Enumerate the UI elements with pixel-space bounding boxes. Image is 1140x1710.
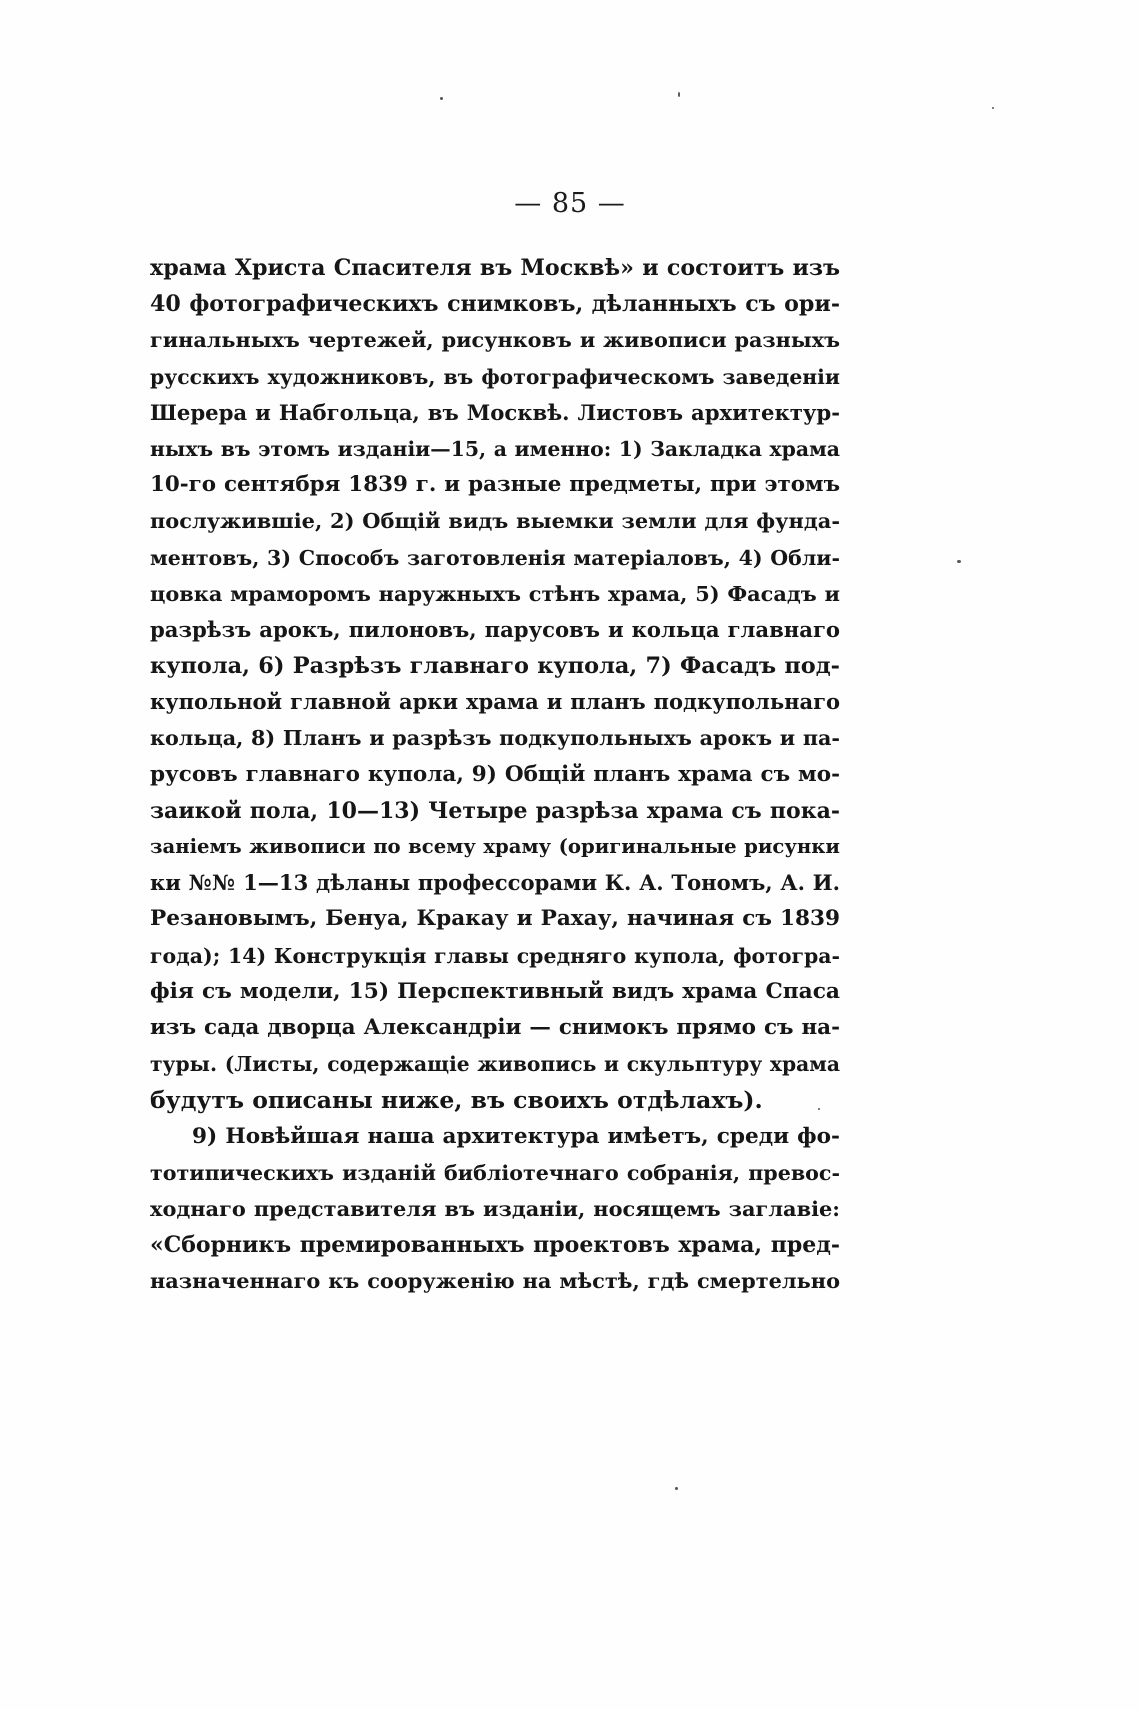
text-line: Резановымъ, Бенуа, Кракау и Рахау, начиная съ 1839 — [150, 906, 840, 932]
text-line: 40 фотографическихъ снимковъ, дѣланныхъ съ ори- — [150, 291, 840, 318]
text-line: гинальныхъ чертежей, рисунковъ и живописи разныхъ — [150, 327, 840, 353]
text-line: разрѣзъ арокъ, пилоновъ, парусовъ и кольца главнаго — [150, 616, 840, 642]
scan-speck — [957, 560, 961, 563]
scan-speck — [818, 1108, 820, 1110]
text-line: послужившiе, 2) Общiй видъ выемки земли для фунда- — [150, 508, 840, 534]
text-line: кольца, 8) Планъ и разрѣзъ подкупольныхъ арокъ и па- — [150, 726, 840, 751]
text-line: туры. (Листы, содержащiе живопись и скульптуру храма — [150, 1052, 840, 1077]
text-line: «Сборникъ премированныхъ проектовъ храма, пред- — [150, 1232, 840, 1259]
page-number: — 85 — — [514, 188, 626, 219]
text-line: ныхъ въ этомъ изданiи—15, а именно: 1) Закладка храма — [150, 436, 840, 461]
text-line: купольной главной арки храма и планъ подкупольнаго — [150, 689, 840, 715]
scan-speck — [678, 92, 680, 97]
text-line: ходнаго представителя въ изданiи, носящемъ заглавiе: — [150, 1195, 840, 1221]
text-line: фiя съ модели, 15) Перспективный видъ храма Спаса — [150, 978, 840, 1004]
text-line: русскихъ художниковъ, въ фотографическомъ заведенiи — [150, 364, 840, 389]
text-line: изъ сада дворца Александрiи — снимокъ прямо съ на- — [150, 1014, 840, 1040]
text-line: будутъ описаны ниже, въ своихъ отдѣлахъ). — [150, 1086, 763, 1115]
text-line: заикой пола, 10—13) Четыре разрѣза храма съ пока- — [150, 797, 840, 824]
text-line: храма Христа Спасителя въ Москвѣ» и состоитъ изъ — [150, 255, 840, 281]
text-line: русовъ главнаго купола, 9) Общiй планъ храма съ мо- — [150, 761, 840, 787]
text-line: занiемъ живописи по всему храму (оригинальные рисунки — [150, 835, 840, 858]
scan-speck — [675, 1487, 678, 1490]
text-line: ментовъ, 3) Способъ заготовленiя матерiаловъ, 4) Обли- — [150, 545, 840, 570]
text-line: 9) Новѣйшая наша архитектура имѣетъ, среди фо- — [192, 1123, 840, 1149]
text-line: купола, 6) Разрѣзъ главнаго купола, 7) Фасадъ под- — [150, 653, 840, 680]
text-line: назначеннаго къ сооруженiю на мѣстѣ, гдѣ смертельно — [150, 1268, 840, 1294]
text-line: 10-го сентября 1839 г. и разные предметы, при этомъ — [150, 472, 840, 498]
text-line: года); 14) Конструкцiя главы средняго купола, фотогра- — [150, 943, 840, 968]
scan-speck — [992, 107, 994, 109]
body-text — [150, 250, 840, 1299]
text-line: ки №№ 1—13 дѣланы профессорами К. А. Тономъ, А. И. — [150, 870, 840, 896]
text-line: тотипическихъ изданiй библiотечнаго собранiя, превос- — [150, 1160, 840, 1185]
scan-speck — [440, 97, 443, 100]
text-line: цовка мраморомъ наружныхъ стѣнъ храма, 5) Фасадъ и — [150, 580, 840, 606]
text-line: Шерера и Набгольца, въ Москвѣ. Листовъ архитектур- — [150, 399, 840, 425]
